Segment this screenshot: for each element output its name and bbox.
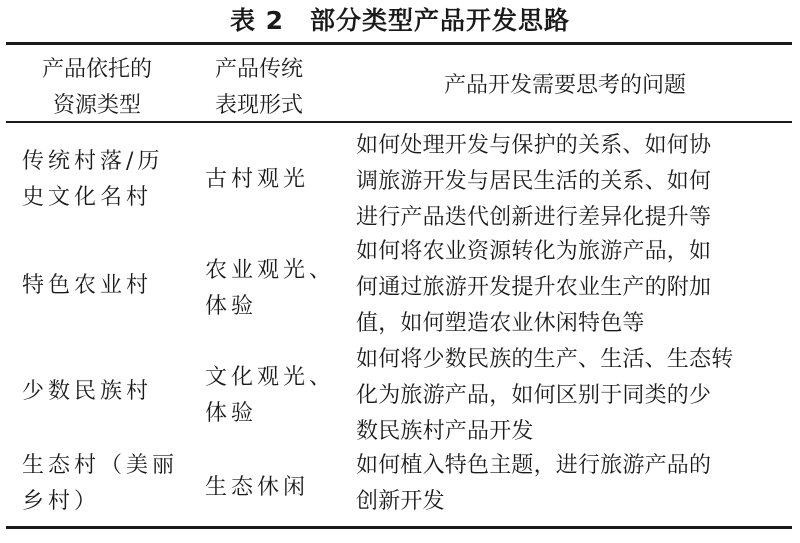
- cell-line: 史文化名村: [22, 185, 153, 210]
- cell-line: 生态休闲: [205, 475, 310, 500]
- header-resource-type-line-2: 资源类型: [52, 93, 141, 118]
- table-cell-questions: [356, 450, 788, 522]
- header-traditional-form-line-2: 表现形式: [214, 93, 303, 118]
- cell-line: 何通过旅游开发提升农业生产的附加: [356, 275, 712, 300]
- table-cell-resource: [22, 146, 192, 218]
- cell-line: 创新开发: [356, 489, 445, 514]
- bottom-rule: [6, 526, 792, 529]
- cell-line: 如何处理开发与保护的关系、如何协: [356, 133, 712, 158]
- cell-line: 古村观光: [205, 167, 310, 192]
- table-cell-resource: [22, 376, 192, 412]
- cell-line: 如何植入特色主题，进行旅游产品的: [356, 453, 712, 478]
- header-rule: [6, 121, 792, 123]
- table-cell-form: [205, 164, 345, 200]
- table-cell-questions: [356, 344, 788, 452]
- table-caption: 表 2 部分类型产品开发思路: [229, 6, 571, 35]
- table-cell-form: [205, 472, 345, 508]
- table-cell-resource: [22, 450, 192, 522]
- table-cell-questions: [356, 236, 788, 344]
- cell-line: 化为旅游产品，如何区别于同类的少: [356, 383, 712, 408]
- cell-line: 如何将少数民族的生产、生活、生态转: [356, 347, 734, 372]
- top-rule: [6, 42, 792, 45]
- cell-line: 传统村落/历: [22, 149, 164, 174]
- header-traditional-form-line-1: 产品传统: [214, 57, 303, 82]
- cell-line: 数民族村产品开发: [356, 419, 534, 444]
- table-cell-form: [205, 255, 345, 327]
- cell-line: 进行产品迭代创新进行差异化提升等: [356, 205, 712, 230]
- cell-line: 值，如何塑造农业休闲特色等: [356, 311, 645, 336]
- header-traditional-form: [190, 54, 328, 126]
- cell-line: 体验: [205, 294, 258, 319]
- header-resource-type: [12, 54, 182, 126]
- cell-line: 如何将农业资源转化为旅游产品，如: [356, 239, 712, 264]
- cell-line: 生态村（美丽: [22, 453, 179, 478]
- cell-line: 文化观光、: [205, 365, 336, 390]
- table-cell-questions: [356, 130, 788, 238]
- cell-line: 少数民族村: [22, 379, 153, 404]
- cell-line: 体验: [205, 401, 258, 426]
- cell-line: 乡村）: [22, 489, 101, 514]
- cell-line: 特色农业村: [22, 273, 153, 298]
- header-resource-type-line-1: 产品依托的: [41, 57, 152, 82]
- table-cell-resource: [22, 270, 192, 306]
- cell-line: 农业观光、: [205, 258, 336, 283]
- cell-line: 调旅游开发与居民生活的关系、如何: [356, 169, 712, 194]
- table-cell-form: [205, 362, 345, 434]
- header-development-questions: 产品开发需要思考的问题: [443, 73, 686, 98]
